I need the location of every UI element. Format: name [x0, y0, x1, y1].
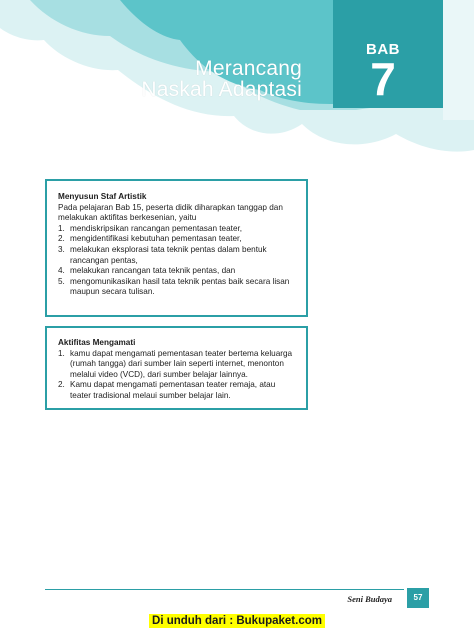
list-item	[58, 234, 295, 245]
list-item-number: 4.	[58, 266, 65, 276]
chapter-title-line1: Merancang	[195, 57, 302, 80]
list-item	[58, 277, 295, 298]
list-item-number: 1.	[58, 223, 65, 233]
list-item-text: melakukan eksplorasi tata teknik pentas dalam bentuk rancangan pentas,	[70, 244, 267, 265]
list-item	[58, 224, 295, 235]
list-item	[58, 245, 295, 266]
list-item-text: mengomunikasikan hasil tata teknik pentas baik secara lisan maupun secara tulisan.	[70, 276, 290, 297]
chapter-label: BAB	[366, 41, 400, 58]
list-item-text: kamu dapat mengamati pementasan teater bertema keluarga (rumah tangga) dari sumber lain seperti internet, menonton melalui video (VCD), dari sumber belajar lainnya.	[70, 348, 293, 379]
list-item-number: 3.	[58, 244, 65, 254]
download-note	[0, 611, 474, 629]
list-item-number: 2.	[58, 380, 65, 390]
observation-list	[58, 349, 295, 402]
list-item-number: 1.	[58, 348, 65, 358]
objectives-intro: Pada pelajaran Bab 15, peserta didik diharapkan tanggap dan melakukan aktifitas berkesenian, yaitu	[58, 202, 283, 223]
list-item-text: melakukan rancangan tata teknik pentas, dan	[70, 266, 236, 276]
objectives-box	[45, 179, 308, 317]
list-item-text: Kamu dapat mengamati pementasan teater remaja, atau teater tradisional melaui sumber belajar lain.	[70, 380, 276, 400]
objectives-list	[58, 224, 295, 298]
footer-book-title: Seni Budaya	[347, 594, 392, 604]
list-item-number: 2.	[58, 234, 65, 244]
list-item	[58, 349, 295, 381]
observation-box	[45, 326, 308, 410]
objectives-title: Menyusun Staf Artistik	[58, 192, 147, 201]
chapter-title	[141, 58, 302, 100]
list-item-number: 5.	[58, 276, 65, 286]
download-note-text: Di unduh dari : Bukupaket.com	[149, 614, 325, 628]
page-number: 57	[407, 588, 429, 608]
list-item	[58, 266, 295, 277]
chapter-title-line2: Naskah Adaptasi	[141, 78, 302, 101]
observation-title: Aktifitas Mengamati	[58, 338, 136, 347]
list-item-text: mengidentifikasi kebutuhan pementasan teater,	[70, 234, 242, 244]
list-item	[58, 380, 295, 401]
chapter-number: 7	[370, 53, 396, 105]
footer-divider	[45, 589, 404, 590]
list-item-text: mendiskripsikan rancangan pementasan teater,	[70, 223, 243, 233]
